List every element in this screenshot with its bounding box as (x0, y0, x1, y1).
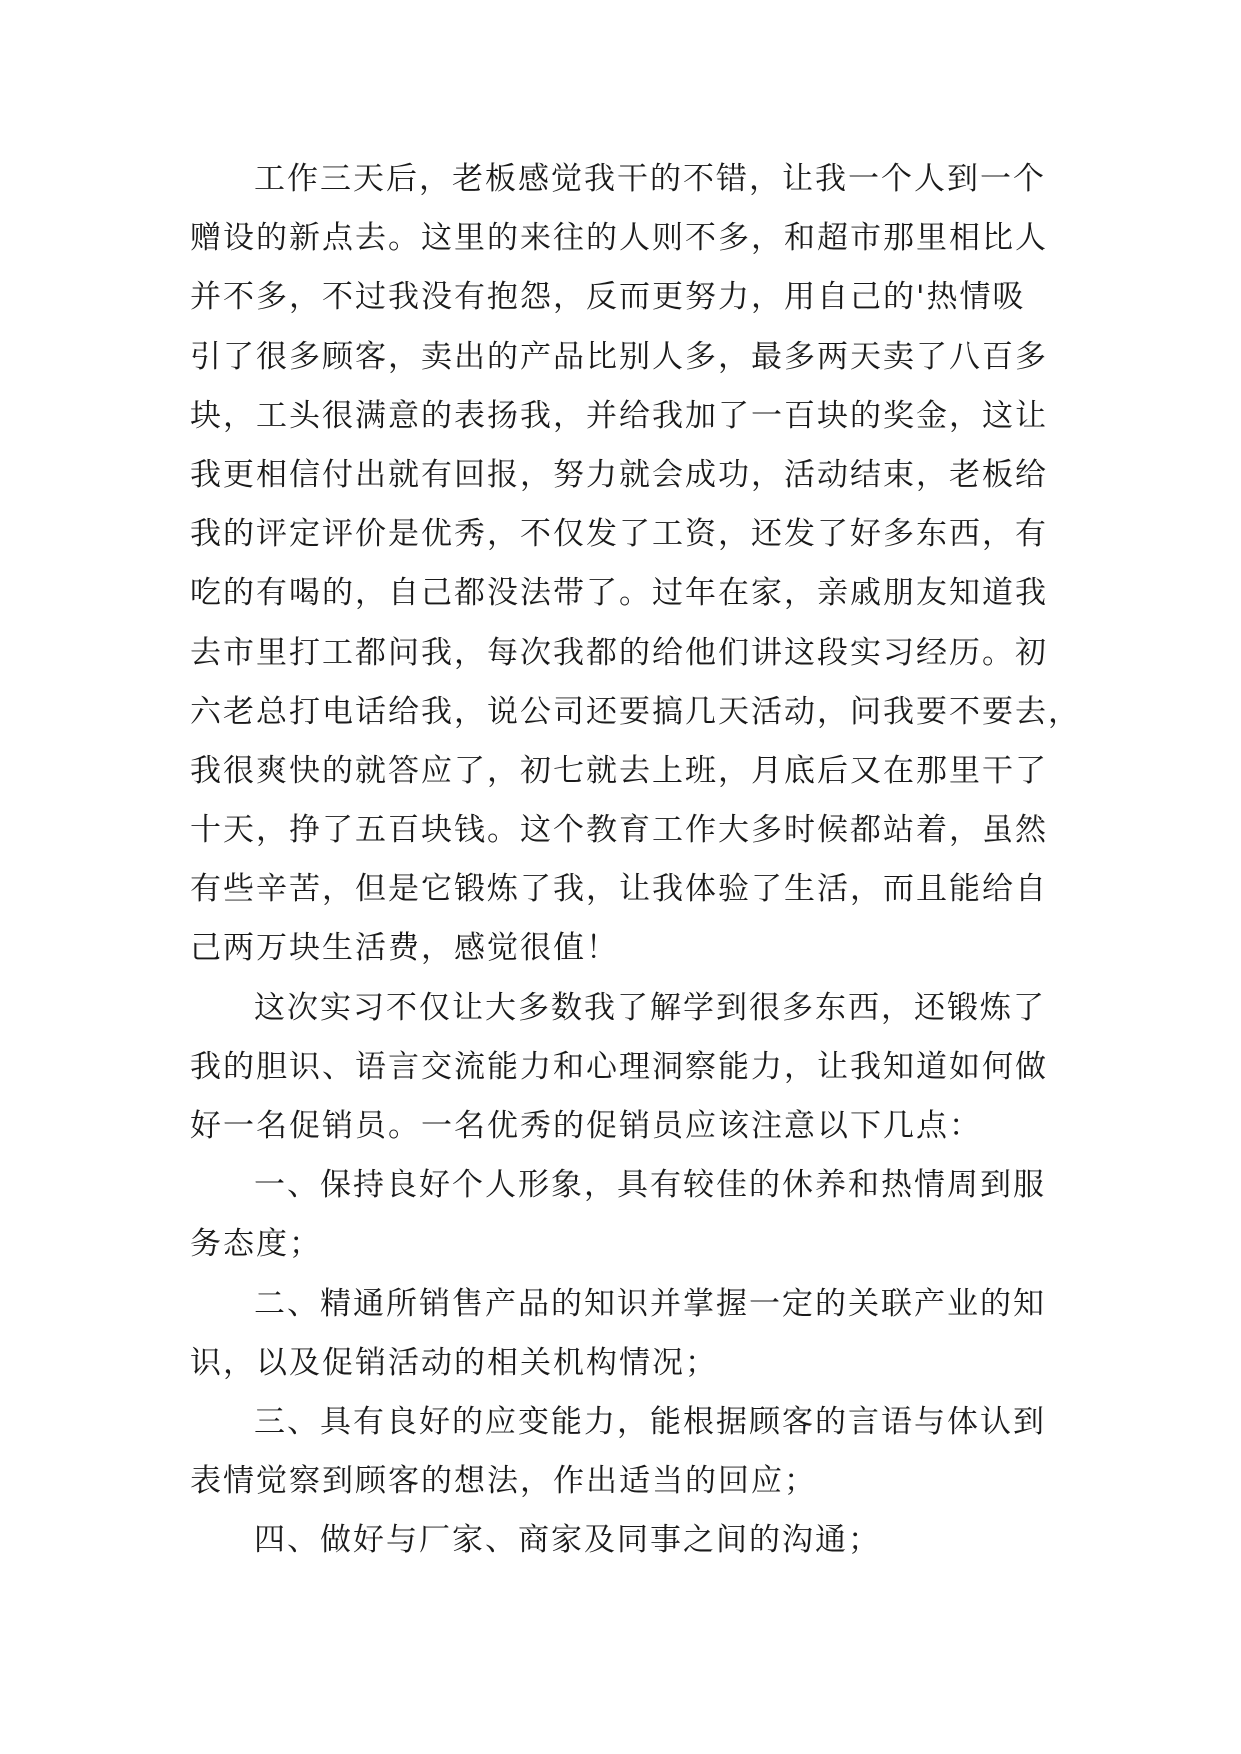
text-line: 赠设的新点去。这里的来往的人则不多，和超市那里相比人 (190, 220, 1048, 257)
text-line: 引了很多顾客，卖出的产品比别人多，最多两天卖了八百多 (190, 338, 1048, 375)
text-line: 一、保持良好个人形象，具有较佳的休养和热情周到服 (254, 1167, 1046, 1204)
text-line: 吃的有喝的，自己都没法带了。过年在家，亲戚朋友知道我 (190, 575, 1048, 612)
text-line: 好一名促销员。一名优秀的促销员应该注意以下几点： (190, 1108, 982, 1144)
body-text (190, 150, 1081, 1571)
text-line: 己两万块生活费，感觉很值！ (190, 930, 619, 967)
text-line: 六老总打电话给我，说公司还要搞几天活动，问我要不要去， (190, 693, 1081, 730)
text-line: 块，工头很满意的表扬我，并给我加了一百块的奖金，这让 (190, 397, 1048, 434)
text-line: 务态度； (190, 1226, 322, 1263)
text-line: 工作三天后，老板感觉我干的不错，让我一个人到一个 (254, 161, 1046, 197)
text-line: 并不多，不过我没有抱怨，反而更努力，用自己的'热情吸 (190, 279, 1026, 316)
text-line: 识，以及促销活动的相关机构情况； (190, 1344, 718, 1381)
text-line: 我很爽快的就答应了，初七就去上班，月底后又在那里干了 (190, 752, 1048, 789)
text-line: 十天，挣了五百块钱。这个教育工作大多时候都站着，虽然 (190, 812, 1048, 849)
text-line: 去市里打工都问我，每次我都的给他们讲这段实习经历。初 (190, 634, 1048, 671)
text-line: 二、精通所销售产品的知识并掌握一定的关联产业的知 (254, 1285, 1046, 1322)
text-line: 我更相信付出就有回报，努力就会成功，活动结束，老板给 (190, 456, 1048, 493)
text-line: 三、具有良好的应变能力，能根据顾客的言语与体认到 (254, 1403, 1046, 1440)
text-line: 我的胆识、语言交流能力和心理洞察能力，让我知道如何做 (190, 1048, 1048, 1085)
text-line: 有些辛苦，但是它锻炼了我，让我体验了生活，而且能给自 (190, 871, 1048, 908)
text-line: 我的评定评价是优秀，不仅发了工资，还发了好多东西，有 (190, 516, 1048, 553)
text-line: 这次实习不仅让大多数我了解学到很多东西，还锻炼了 (254, 989, 1046, 1026)
text-line: 四、做好与厂家、商家及同事之间的沟通； (254, 1522, 881, 1559)
text-line: 表情觉察到顾客的想法，作出适当的回应； (190, 1463, 817, 1500)
